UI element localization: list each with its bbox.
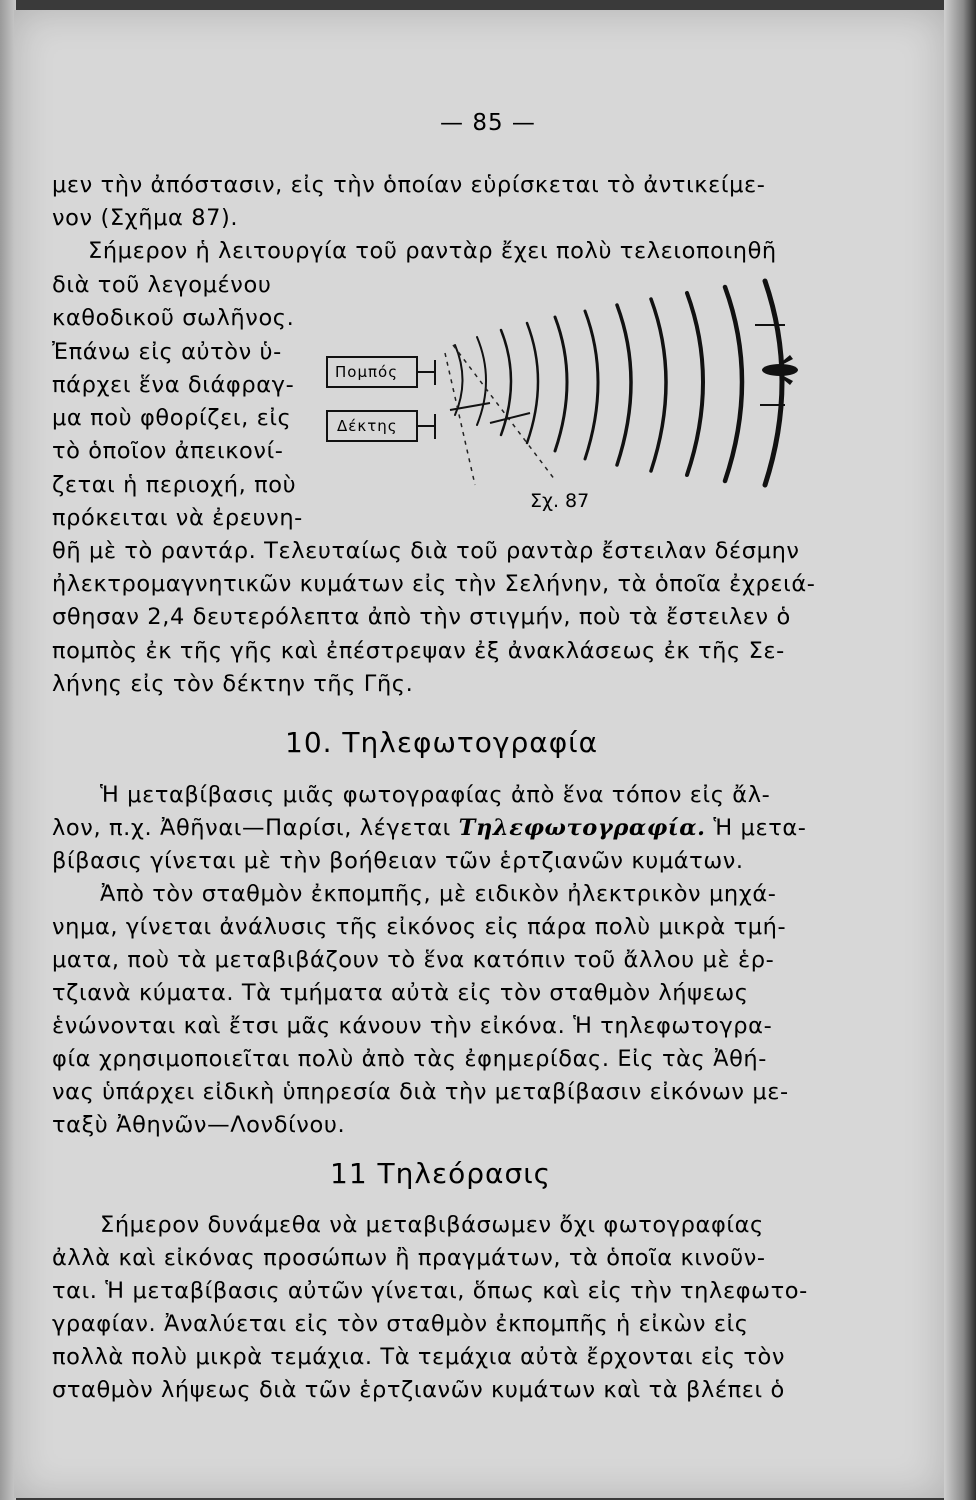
text-line: τζιανὰ κύματα. Τὰ τμήματα αὐτὰ εἰς τὸν σταθμὸν λήψεως [52, 980, 749, 1006]
text-line: σθησαν 2,4 δευτερόλεπτα ἀπὸ τὴν στιγμήν, ποὺ τὰ ἔστειλεν ὁ [52, 604, 791, 630]
text-line: πολλὰ πολὺ μικρὰ τεμάχια. Τὰ τεμάχια αὐτὰ ἔρχονται εἰς τὸν [52, 1344, 786, 1370]
text-line: καθοδικοῦ σωλῆνος. [52, 305, 295, 331]
text-line: λήνης εἰς τὸν δέκτην τῆς Γῆς. [52, 671, 414, 697]
text-line: πάρχει ἕνα διάφραγ- [52, 372, 295, 398]
page-number: — 85 — [440, 110, 536, 136]
text-line: μεν τὴν ἀπόστασιν, εἰς τὴν ὁποίαν εὑρίσκεται τὸ ἀντικείμε- [52, 172, 766, 198]
page-edge-shadow [944, 0, 976, 1500]
text-line: γραφίαν. Ἀναλύεται εἰς τὸν σταθμὸν ἐκπομπῆς ἡ εἰκὼν εἰς [52, 1311, 749, 1337]
text-line: πρόκειται νὰ ἐρευνη- [52, 505, 303, 531]
transmitter-label: Πομπός [335, 363, 399, 381]
text-line: ζεται ἡ περιοχή, ποὺ [52, 472, 297, 498]
text-line: ἑνώνονται καὶ ἔτσι μᾶς κάνουν τὴν εἰκόνα. Ἡ τηλεφωτογρα- [52, 1013, 773, 1039]
text-line: ματα, ποὺ τὰ μεταβιβάζουν τὸ ἕνα κατόπιν τοῦ ἄλλου μὲ ἑρ- [52, 947, 775, 973]
text-line: λον, π.χ. Ἀθῆναι—Παρίσι, λέγεται Τηλεφωτογραφία. Ἡ μετα- [52, 815, 807, 841]
radar-figure [305, 275, 825, 525]
text-line: Σήμερον δυνάμεθα νὰ μεταβιβάσωμεν ὄχι φωτογραφίας [100, 1212, 764, 1238]
text-line: τὸ ὁποῖον ἀπεικονί- [52, 438, 284, 464]
bold-term: Τηλεφωτογραφία. [458, 815, 706, 841]
text-line: θῆ μὲ τὸ ραντάρ. Τελευταίως διὰ τοῦ ραντὰρ ἔστειλαν δέσμην [52, 538, 800, 564]
text-line: νημα, γίνεται ἀνάλυσις τῆς εἰκόνος εἰς πάρα πολὺ μικρὰ τμή- [52, 914, 787, 940]
text-line: πομπὸς ἐκ τῆς γῆς καὶ ἐπέστρεψαν ἐξ ἀνακλάσεως ἐκ τῆς Σε- [52, 638, 785, 664]
text-line: Ἡ μεταβίβασις μιᾶς φωτογραφίας ἀπὸ ἕνα τόπον εἰς ἄλ- [100, 782, 771, 808]
figure-caption: Σχ. 87 [530, 490, 590, 512]
text-line: σταθμὸν λήψεως διὰ τῶν ἑρτζιανῶν κυμάτων καὶ τὰ βλέπει ὁ [52, 1377, 785, 1403]
text-line: φία χρησιμοποιεῖται πολὺ ἀπὸ τὰς ἐφημερίδας. Εἰς τὰς Ἀθή- [52, 1046, 768, 1072]
section-heading: 11 Τηλεόρασις [330, 1157, 552, 1190]
text-line: Ἐπάνω εἰς αὐτὸν ὑ- [52, 339, 282, 365]
receiver-label: Δέκτης [337, 417, 398, 435]
text-line: Σήμερον ἡ λειτουργία τοῦ ραντὰρ ἔχει πολὺ τελειοποιηθῆ [88, 238, 777, 264]
text-line: διὰ τοῦ λεγομένου [52, 272, 272, 298]
section-heading: 10. Τηλεφωτογραφία [285, 726, 599, 759]
text-line: Ἀπὸ τὸν σταθμὸν ἐκπομπῆς, μὲ ειδικὸν ἠλεκτρικὸν μηχά- [100, 881, 777, 907]
text-line: μα ποὺ φθορίζει, εἰς [52, 405, 292, 431]
text-line: βίβασις γίνεται μὲ τὴν βοήθειαν τῶν ἑρτζιανῶν κυμάτων. [52, 848, 744, 874]
text-line: νον (Σχῆμα 87). [52, 205, 239, 231]
text-line: ταξὺ Ἀθηνῶν—Λονδίνου. [52, 1112, 346, 1138]
radar-diagram [305, 275, 825, 525]
text-line: νας ὑπάρχει εἰδικὴ ὑπηρεσία διὰ τὴν μεταβίβασιν εἰκόνων με- [52, 1079, 789, 1105]
text-line: ται. Ἡ μεταβίβασις αὐτῶν γίνεται, ὅπως καὶ εἰς τὴν τηλεφωτο- [52, 1278, 808, 1304]
text-line: ἠλεκτρομαγνητικῶν κυμάτων εἰς τὴν Σελήνην, τὰ ὁποῖα ἐχρειά- [52, 571, 816, 597]
text-line: ἀλλὰ καὶ εἰκόνας προσώπων ἢ πραγμάτων, τὰ ὁποῖα κινοῦν- [52, 1245, 766, 1271]
